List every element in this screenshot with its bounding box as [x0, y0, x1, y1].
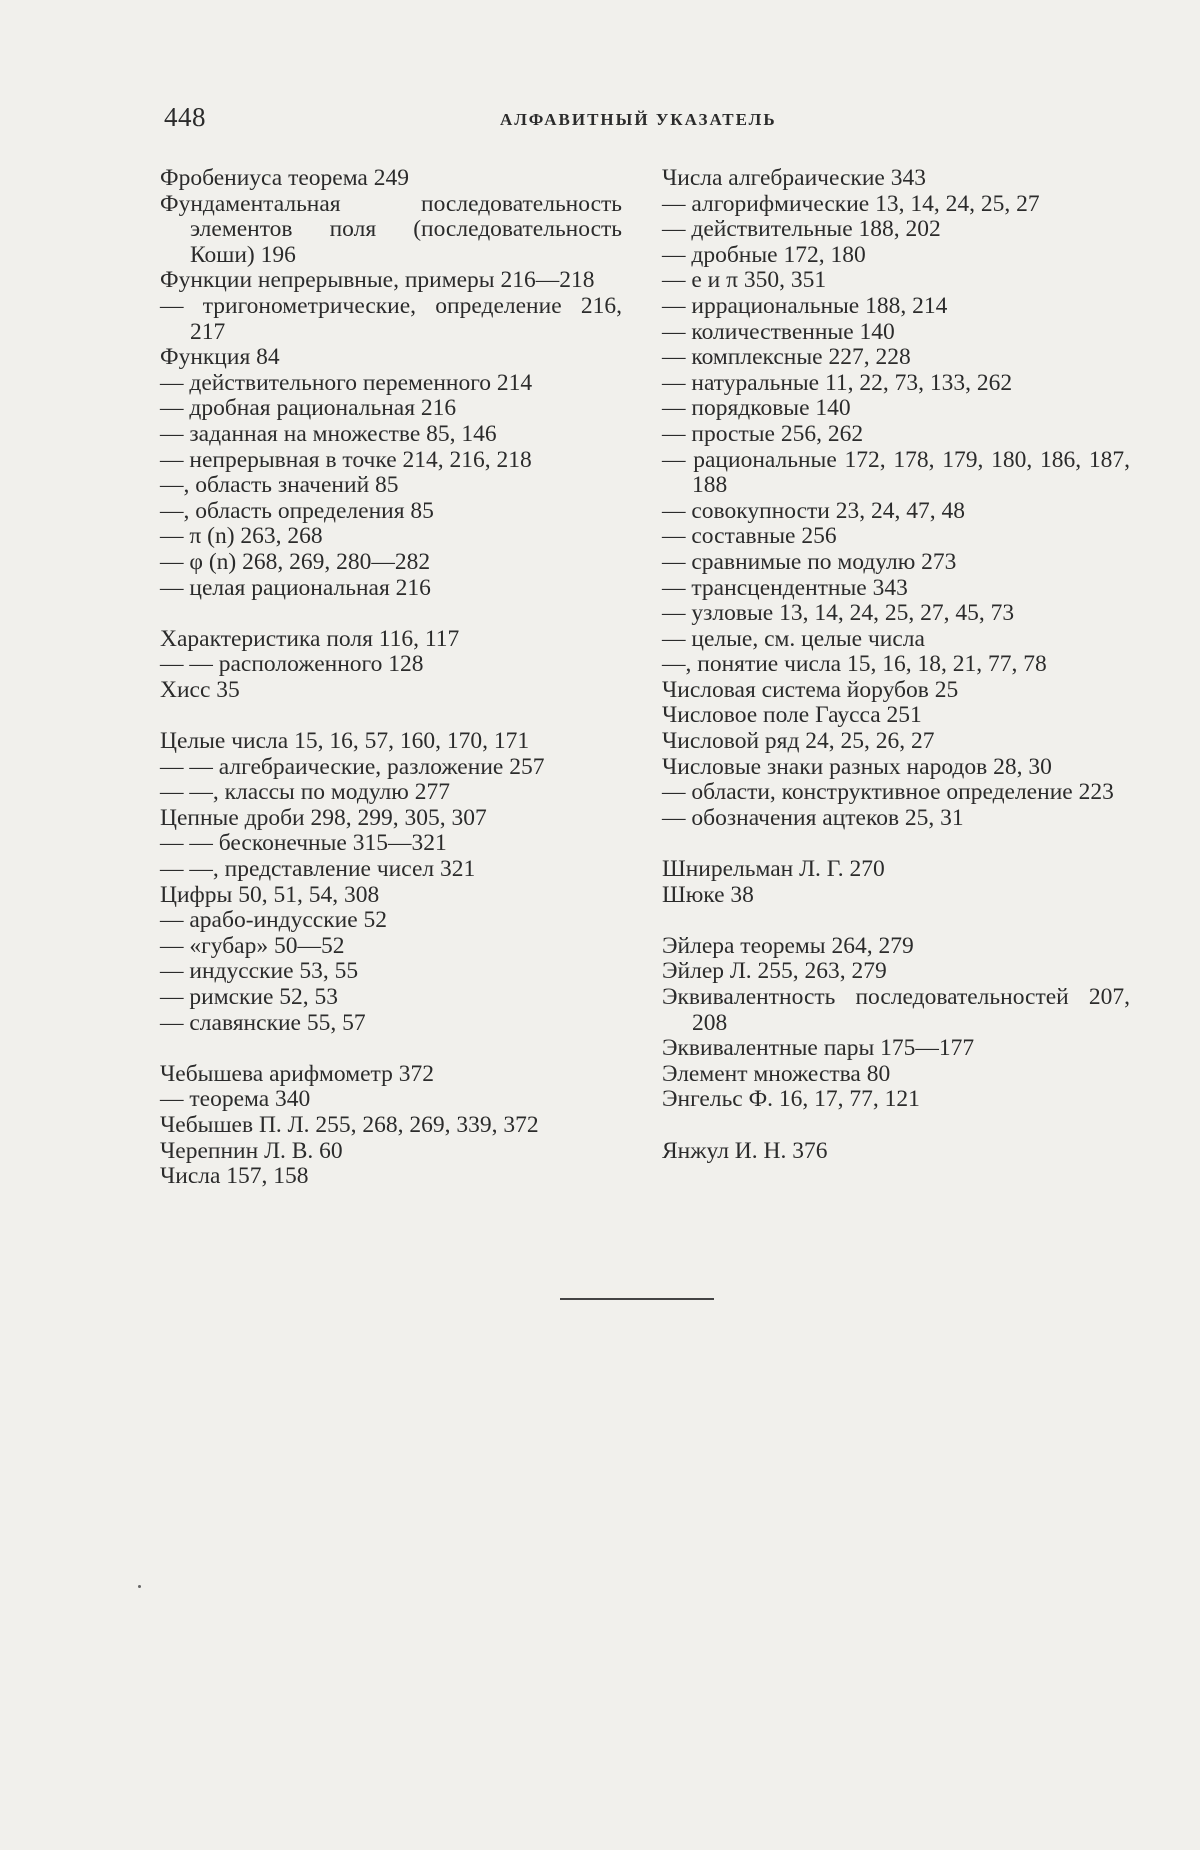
index-entry: Фробениуса теорема 249 [160, 165, 409, 191]
index-entry: Числовое поле Гаусса 251 [662, 702, 922, 729]
index-entry: Черепнин Л. В. 60 [160, 1137, 343, 1164]
index-entry: Цепные дроби 298, 299, 305, 307 [160, 804, 487, 831]
index-entry: — действительные 188, 202 [662, 216, 941, 243]
index-entry: Числа алгебраические 343 [662, 165, 926, 191]
index-entry: — натуральные 11, 22, 73, 133, 262 [662, 369, 1013, 396]
page-number: 448 [164, 102, 206, 132]
index-entry: Целые числа 15, 16, 57, 160, 170, 171 [160, 728, 530, 755]
index-entry: — алгорифмические 13, 14, 24, 25, 27 [662, 190, 1040, 217]
index-entry: — целые, см. целые числа [662, 625, 925, 652]
index-entry: — — бесконечные 315—321 [160, 830, 447, 857]
index-entry: Янжул И. Н. 376 [662, 1137, 828, 1164]
index-column-right [662, 166, 1130, 1164]
index-entry: Шюке 38 [662, 881, 754, 908]
index-entry: — тригонометрические, определение 216, 217 [160, 292, 622, 345]
index-entry: — —, представление чисел 321 [160, 856, 476, 883]
index-entry: — славянские 55, 57 [160, 1009, 366, 1036]
index-entry: — области, конструктивное определение 223 [662, 779, 1114, 806]
index-entry: Чебышева арифмометр 372 [160, 1060, 434, 1087]
index-entry: Характеристика поля 116, 117 [160, 625, 460, 652]
index-entry: — дробные 172, 180 [662, 241, 866, 268]
index-entry: Числовой ряд 24, 25, 26, 27 [662, 728, 935, 755]
index-entry: Числовая система йорубов 25 [662, 676, 959, 703]
index-entry: — обозначения ацтеков 25, 31 [662, 804, 964, 831]
index-entry: — целая рациональная 216 [160, 574, 431, 601]
index-entry: Числовые знаки разных народов 28, 30 [662, 753, 1052, 780]
index-entry: — порядковые 140 [662, 395, 851, 422]
index-entry: Функция 84 [160, 344, 280, 371]
index-entry: Эквивалентные пары 175—177 [662, 1035, 975, 1062]
index-entry: — дробная рациональная 216 [160, 395, 457, 422]
index-entry: — e и π 350, 351 [662, 267, 827, 294]
index-entry: — комплексные 227, 228 [662, 344, 911, 371]
index-entry: Цифры 50, 51, 54, 308 [160, 881, 380, 908]
index-entry: — количественные 140 [662, 318, 895, 345]
index-entry: — непрерывная в точке 214, 216, 218 [160, 446, 532, 473]
index-entry: Числа 157, 158 [160, 1163, 309, 1190]
index-column-left [160, 166, 622, 1190]
index-entry: —, область значений 85 [160, 472, 399, 499]
index-entry: — римские 52, 53 [160, 984, 339, 1010]
index-entry: Чебышев П. Л. 255, 268, 269, 339, 372 [160, 1111, 539, 1138]
index-entry: Эйлера теоремы 264, 279 [662, 932, 914, 959]
index-entry: Функции непрерывные, примеры 216—218 [160, 267, 595, 294]
index-entry: — заданная на множестве 85, 146 [160, 420, 497, 447]
index-entry: — совокупности 23, 24, 47, 48 [662, 497, 965, 524]
index-entry: — сравнимые по модулю 273 [662, 548, 957, 575]
index-entry: — теорема 340 [160, 1086, 311, 1113]
index-entry: Фундаментальная последовательность элементов поля (последовательность Коши) 196 [160, 190, 622, 268]
index-entry: — трансцендентные 343 [662, 574, 908, 601]
index-entry: — —, классы по модулю 277 [160, 779, 450, 806]
index-entry: — составные 256 [662, 523, 837, 550]
index-entry: — — расположенного 128 [160, 651, 424, 678]
index-entry: — арабо-индусские 52 [160, 907, 388, 934]
index-entry: — π (n) 263, 268 [160, 523, 323, 550]
index-entry: Эквивалентность последовательностей 207, 208 [662, 984, 1130, 1036]
index-entry: — рациональные 172, 178, 179, 180, 186, 187, 188 [662, 446, 1130, 499]
end-rule [560, 1298, 714, 1300]
paper-speck [138, 1585, 141, 1588]
running-head: АЛФАВИТНЫЙ УКАЗАТЕЛЬ [500, 110, 777, 129]
index-entry: — индусские 53, 55 [160, 958, 359, 985]
index-entry: — узловые 13, 14, 24, 25, 27, 45, 73 [662, 600, 1015, 627]
index-entry: — действительного переменного 214 [160, 369, 533, 396]
index-entry: Элемент множества 80 [662, 1060, 891, 1087]
index-entry: —, понятие числа 15, 16, 18, 21, 77, 78 [662, 651, 1047, 678]
index-entry: Эйлер Л. 255, 263, 279 [662, 958, 887, 985]
index-entry: — φ (n) 268, 269, 280—282 [160, 548, 431, 575]
index-entry: — простые 256, 262 [662, 420, 864, 447]
index-entry: —, область определения 85 [160, 497, 434, 524]
index-entry: Энгельс Ф. 16, 17, 77, 121 [662, 1086, 920, 1113]
index-entry: Шнирельман Л. Г. 270 [662, 856, 885, 883]
index-entry: — «губар» 50—52 [160, 932, 345, 959]
index-entry: — иррациональные 188, 214 [662, 292, 948, 319]
index-entry: Хисс 35 [160, 676, 240, 703]
index-entry: — — алгебраические, разложение 257 [160, 753, 545, 780]
